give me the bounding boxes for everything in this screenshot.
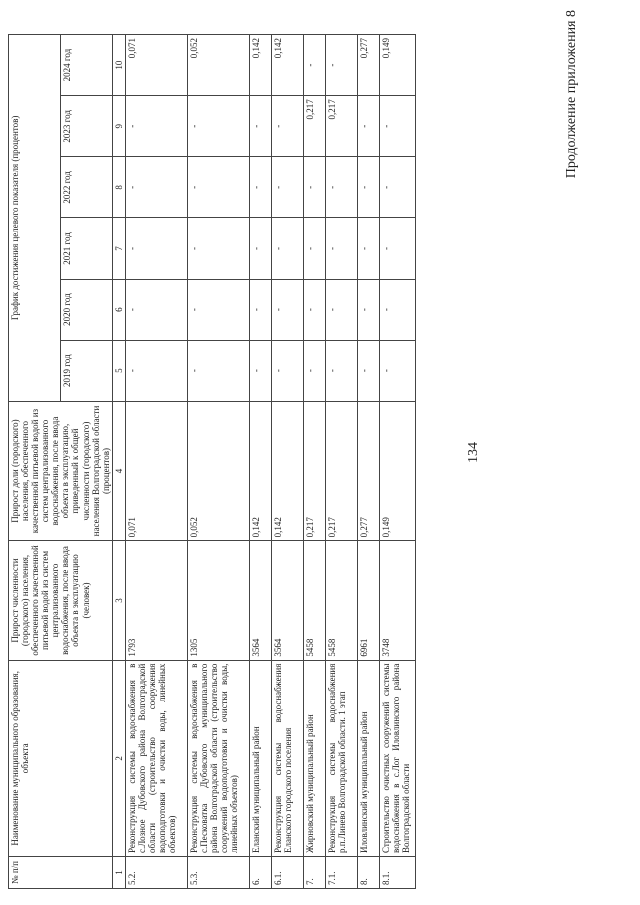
year-value-cell: - — [125, 279, 187, 340]
year-value-cell: - — [357, 96, 379, 157]
year-value-cell: 0,217 — [325, 96, 357, 157]
row-number-cell: 6.1. — [271, 857, 303, 889]
year-value-cell: 0,142 — [249, 35, 271, 96]
year-value-cell: - — [379, 218, 415, 279]
year-value-cell: - — [379, 157, 415, 218]
header-year: 2021 год — [60, 218, 112, 279]
year-value-cell: - — [249, 340, 271, 401]
share-increase-cell: 0,052 — [187, 401, 249, 541]
column-number: 4 — [112, 401, 125, 541]
header-schedule: График достижения целевого показателя (процентов) — [9, 35, 61, 402]
continuation-title: Продолжение приложения 8 — [564, 10, 579, 179]
population-increase-cell: 5458 — [325, 541, 357, 660]
row-number-cell: 5.3. — [187, 857, 249, 889]
year-value-cell: - — [357, 279, 379, 340]
year-value-cell: - — [271, 340, 303, 401]
header-name: Наименование муниципального образования, объекта — [9, 660, 113, 856]
population-increase-cell: 3564 — [271, 541, 303, 660]
column-number: 10 — [112, 35, 125, 96]
year-value-cell: - — [249, 279, 271, 340]
row-number-cell: 8. — [357, 857, 379, 889]
year-value-cell: - — [271, 157, 303, 218]
year-value-cell: - — [187, 157, 249, 218]
year-value-cell: - — [379, 279, 415, 340]
table-row — [249, 35, 271, 889]
year-value-cell: - — [125, 157, 187, 218]
table-row — [379, 35, 415, 889]
year-value-cell: - — [125, 340, 187, 401]
year-value-cell: - — [325, 157, 357, 218]
population-increase-cell: 1305 — [187, 541, 249, 660]
share-increase-cell: 0,277 — [357, 401, 379, 541]
year-value-cell: 0,071 — [125, 35, 187, 96]
year-value-cell: 0,277 — [357, 35, 379, 96]
share-increase-cell: 0,217 — [303, 401, 325, 541]
column-number: 7 — [112, 218, 125, 279]
year-value-cell: - — [187, 218, 249, 279]
year-value-cell: - — [271, 96, 303, 157]
table-row — [303, 35, 325, 889]
share-increase-cell: 0,142 — [271, 401, 303, 541]
year-value-cell: - — [187, 96, 249, 157]
table-row — [125, 35, 187, 889]
year-value-cell: - — [187, 279, 249, 340]
year-value-cell: - — [357, 218, 379, 279]
year-value-cell: - — [271, 279, 303, 340]
year-value-cell: - — [303, 218, 325, 279]
target-indicator-table — [8, 34, 416, 889]
year-value-cell: 0,052 — [187, 35, 249, 96]
year-value-cell: 0,149 — [379, 35, 415, 96]
header-num: № п/п — [9, 857, 113, 889]
object-name-cell: Строительство очистных сооружений системы водоснабжения в с.Лог Иловлинского района Волгоградской области — [379, 660, 415, 856]
column-number: 3 — [112, 541, 125, 660]
year-value-cell: - — [325, 35, 357, 96]
share-increase-cell: 0,071 — [125, 401, 187, 541]
year-value-cell: - — [325, 340, 357, 401]
row-number-cell: 6. — [249, 857, 271, 889]
population-increase-cell: 1793 — [125, 541, 187, 660]
table-body — [125, 35, 415, 889]
object-name-cell: Реконструкция системы водоснабжения Еланского городского поселения — [271, 660, 303, 856]
header-year: 2024 год — [60, 35, 112, 96]
population-increase-cell: 5458 — [303, 541, 325, 660]
page-number: 134 — [466, 442, 481, 463]
header-row-1 — [9, 35, 61, 889]
column-number: 6 — [112, 279, 125, 340]
column-number: 2 — [112, 660, 125, 856]
population-increase-cell: 3564 — [249, 541, 271, 660]
header-year: 2023 год — [60, 96, 112, 157]
year-value-cell: - — [357, 340, 379, 401]
year-value-cell: - — [249, 157, 271, 218]
object-name-cell: Реконструкция системы водоснабжения р.п.Линево Волгоградской области. 1 этап — [325, 660, 357, 856]
year-value-cell: - — [379, 96, 415, 157]
column-number: 9 — [112, 96, 125, 157]
year-value-cell: - — [271, 218, 303, 279]
year-value-cell: - — [187, 340, 249, 401]
header-increase-count: Прирост численности (городского) населения, обеспеченного качественной питьевой водой из систем централизованного водоснабжения, после ввода объекта в эксплуатацию (человек) — [9, 541, 113, 660]
year-value-cell: - — [357, 157, 379, 218]
year-value-cell: 0,217 — [303, 96, 325, 157]
year-value-cell: - — [249, 218, 271, 279]
object-name-cell: Еланский муниципальный район — [249, 660, 271, 856]
year-value-cell: - — [125, 96, 187, 157]
year-value-cell: 0,142 — [271, 35, 303, 96]
object-name-cell: Иловлинский муниципальный район — [357, 660, 379, 856]
table-row — [325, 35, 357, 889]
share-increase-cell: 0,217 — [325, 401, 357, 541]
row-number-cell: 7.1. — [325, 857, 357, 889]
column-number: 5 — [112, 340, 125, 401]
year-value-cell: - — [303, 340, 325, 401]
table-row — [271, 35, 303, 889]
year-value-cell: - — [303, 157, 325, 218]
row-number-cell: 5.2. — [125, 857, 187, 889]
year-value-cell: - — [325, 218, 357, 279]
column-number: 8 — [112, 157, 125, 218]
table-row — [357, 35, 379, 889]
row-number-cell: 7. — [303, 857, 325, 889]
object-name-cell: Реконструкция системы водоснабжения в с.Лозное Дубовского района Волгоградской области (строительство сооружения водоподготовки и очистки воды, линейных объектов) — [125, 660, 187, 856]
year-value-cell: - — [325, 279, 357, 340]
object-name-cell: Жирновский муниципальный район — [303, 660, 325, 856]
header-year: 2019 год — [60, 340, 112, 401]
year-value-cell: - — [303, 35, 325, 96]
column-number: 1 — [112, 857, 125, 889]
header-year: 2022 год — [60, 157, 112, 218]
year-value-cell: - — [379, 340, 415, 401]
year-value-cell: - — [303, 279, 325, 340]
table-row — [187, 35, 249, 889]
row-number-cell: 8.1. — [379, 857, 415, 889]
share-increase-cell: 0,142 — [249, 401, 271, 541]
header-increase-share: Прирост доли (городского) населения, обеспеченного качественной питьевой водой из систем централизованного водоснабжения, после ввода объекта в эксплуатацию, приведенный к общей численности (городского) населения Волгоградской области (процентов) — [9, 401, 113, 541]
share-increase-cell: 0,149 — [379, 401, 415, 541]
year-value-cell: - — [249, 96, 271, 157]
column-number-row — [112, 35, 125, 889]
population-increase-cell: 6961 — [357, 541, 379, 660]
population-increase-cell: 3748 — [379, 541, 415, 660]
object-name-cell: Реконструкция системы водоснабжения в с.Песковатка Дубовского муниципального района Волгоградской области (строительство сооружений водоподготовки и очистки воды, линейных объектов) — [187, 660, 249, 856]
header-year: 2020 год — [60, 279, 112, 340]
year-value-cell: - — [125, 218, 187, 279]
